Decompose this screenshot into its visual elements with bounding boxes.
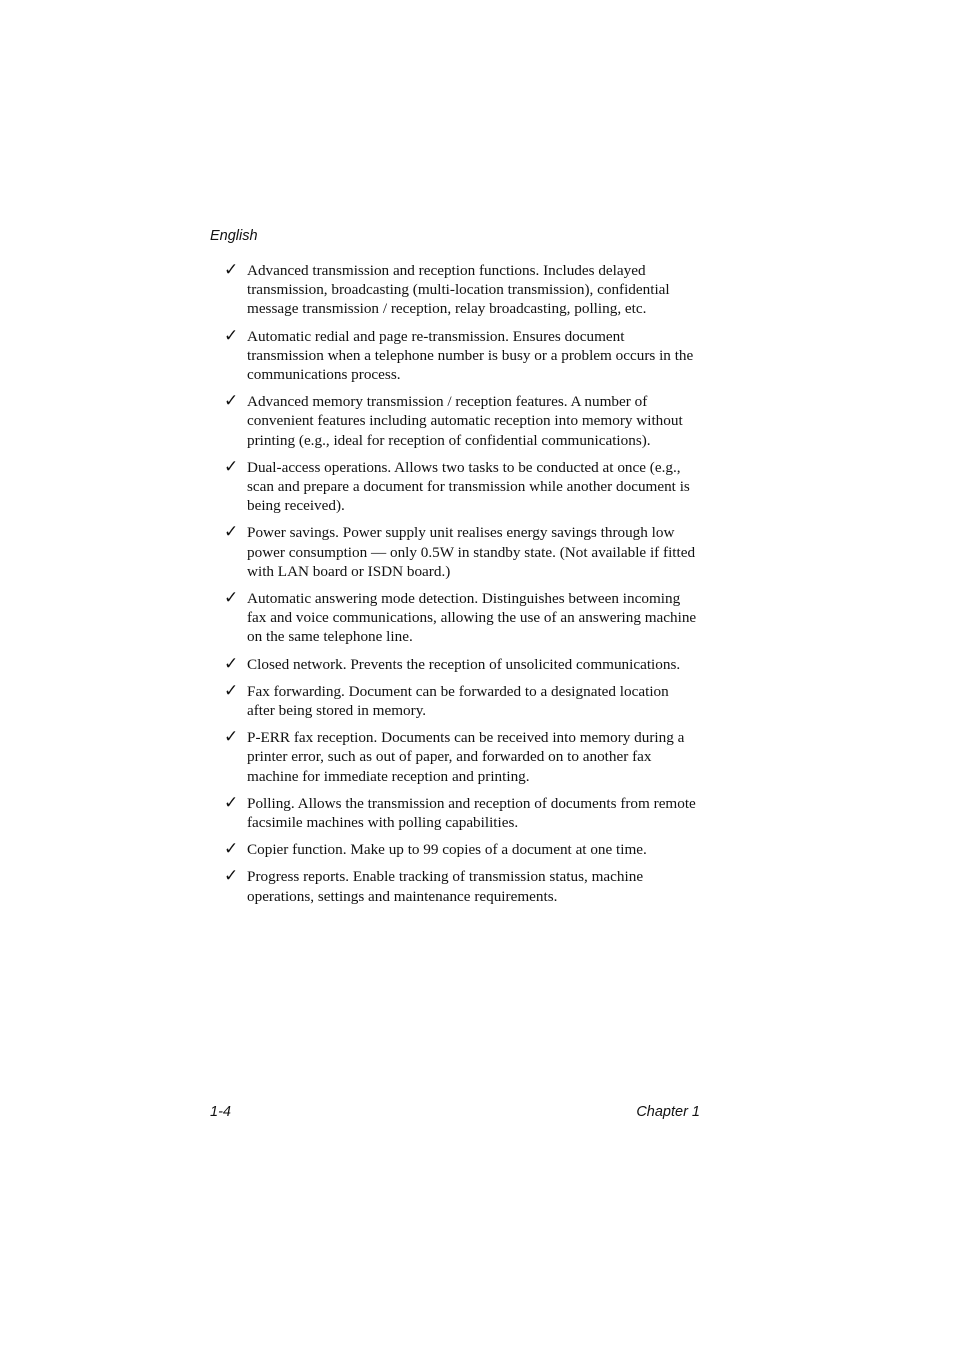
check-mark-icon: ✓ — [224, 653, 239, 674]
feature-text: Automatic redial and page re-transmission. Ensures document transmission when a telephone number is busy or a problem occurs in the communications process. — [247, 327, 694, 384]
list-item — [224, 655, 702, 674]
feature-text: Automatic answering mode detection. Distinguishes between incoming fax and voice communications, allowing the use of an answering machine on the same telephone line. — [247, 590, 697, 646]
feature-text: Polling. Allows the transmission and reception of documents from remote facsimile machines with polling capabilities. — [247, 794, 696, 832]
check-mark-icon: ✓ — [224, 839, 239, 860]
feature-text: P-ERR fax reception. Documents can be received into memory during a printer error, such as out of paper, and forwarded on to another fax machine for immediate reception and printing. — [247, 729, 685, 785]
list-item — [224, 261, 702, 319]
check-mark-icon: ✓ — [224, 588, 239, 609]
list-item — [224, 794, 702, 832]
feature-text: Copier function. Make up to 99 copies of a document at one time. — [247, 841, 647, 859]
feature-text: Progress reports. Enable tracking of transmission status, machine operations, settings and maintenance requirements. — [247, 868, 644, 905]
list-item — [224, 327, 702, 385]
check-mark-icon: ✓ — [224, 727, 239, 748]
check-mark-icon: ✓ — [224, 522, 239, 543]
list-item — [224, 840, 702, 859]
page-header-language: English — [210, 228, 258, 244]
check-mark-icon: ✓ — [224, 792, 239, 813]
feature-text: Advanced memory transmission / reception features. A number of convenient features including automatic reception into memory without printing (e.g., ideal for reception of confidential communications). — [247, 393, 683, 449]
check-mark-icon: ✓ — [224, 680, 239, 701]
page-number: 1-4 — [210, 1104, 231, 1120]
list-item — [224, 728, 702, 786]
feature-text: Dual-access operations. Allows two tasks to be conducted at once (e.g., scan and prepare a document for transmission while another document is being received). — [247, 458, 690, 515]
list-item — [224, 392, 702, 450]
feature-text: Power savings. Power supply unit realises energy savings through low power consumption — only 0.5W in standby state. (Not available if fitted with LAN board or ISDN board.) — [247, 524, 696, 580]
list-item — [224, 867, 702, 905]
feature-text: Advanced transmission and reception functions. Includes delayed transmission, broadcasting (multi-location transmission), confidential message transmission / reception, relay broadcasting, polling, etc. — [247, 262, 670, 318]
check-mark-icon: ✓ — [224, 456, 239, 477]
list-item — [224, 523, 702, 581]
list-item — [224, 458, 702, 516]
list-item — [224, 682, 702, 720]
check-mark-icon: ✓ — [224, 325, 239, 346]
check-mark-icon: ✓ — [224, 260, 239, 280]
feature-text: Fax forwarding. Document can be forwarded to a designated location after being stored in memory. — [247, 682, 669, 720]
check-mark-icon: ✓ — [224, 391, 239, 412]
check-mark-icon: ✓ — [224, 866, 239, 887]
feature-list — [224, 261, 702, 914]
list-item — [224, 589, 702, 647]
feature-text: Closed network. Prevents the reception of unsolicited communications. — [247, 655, 681, 673]
chapter-label: Chapter 1 — [636, 1104, 700, 1120]
